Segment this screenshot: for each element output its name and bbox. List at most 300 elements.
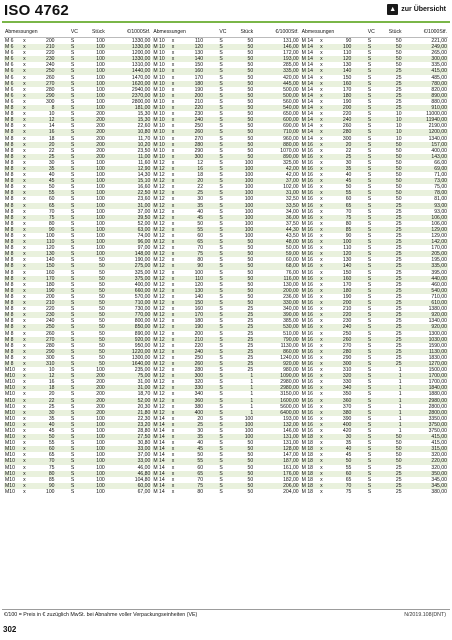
cell-price: 27,50 — [106, 434, 152, 440]
cell-price: 335,00 — [254, 68, 299, 74]
cell-price: 3750,00 — [403, 422, 448, 428]
cell-vc-code: S — [70, 281, 75, 288]
cell-vc-code: S — [219, 415, 223, 422]
cell-price: 157,00 — [403, 142, 448, 148]
cell-times-sign: x — [317, 129, 327, 135]
cell-pieces: 100 — [82, 203, 106, 209]
cell-vc-code: S — [70, 245, 75, 252]
cell-times-sign: x — [317, 251, 327, 257]
cell-price: 200,00 — [254, 288, 299, 294]
cell-vc-code: S — [70, 300, 82, 306]
page-title: ISO 4762 — [4, 2, 69, 19]
cell-thread-size: M 12 — [152, 300, 168, 306]
cell-length: 220 — [326, 312, 352, 318]
cell-pieces: 50 — [230, 56, 254, 62]
cell-price: 52,00 — [106, 398, 152, 404]
cell-times-sign: x — [168, 81, 178, 87]
cell-pieces: 50 — [395, 452, 402, 459]
cell-vc-code: S — [367, 391, 372, 398]
cell-length: 160 — [326, 276, 352, 282]
cell-length: 100 — [45, 488, 55, 495]
cell-length: 20 — [197, 415, 204, 422]
cell-times-sign: x — [168, 434, 178, 440]
cell-price: 129,00 — [431, 233, 447, 239]
cell-length: 85 — [326, 227, 352, 233]
cell-price: 325,00 — [134, 269, 151, 276]
cell-times-sign: x — [317, 312, 327, 318]
cell-thread-size: M 8 — [5, 184, 14, 191]
cell-thread-size: M 12 — [152, 239, 168, 245]
cell-pieces: 25 — [247, 354, 254, 361]
cell-thread-size: M 16 — [301, 154, 317, 160]
cell-times-sign: x — [317, 203, 327, 209]
cell-vc-code: S — [70, 190, 82, 196]
cell-price: 920,00 — [254, 361, 299, 367]
cell-length: 110 — [29, 239, 55, 245]
cell-vc-code: S — [70, 38, 75, 44]
arrow-up-icon: ▲ — [387, 4, 398, 15]
cell-price: 1300,00 — [131, 354, 151, 361]
cell-price: 146,00 — [283, 428, 299, 434]
cell-vc-code: S — [70, 227, 82, 233]
cell-length: 100 — [326, 239, 352, 245]
cell-thread-size: M 14 — [152, 446, 168, 452]
cell-pieces: 50 — [230, 105, 254, 111]
cell-times-sign: x — [320, 403, 323, 410]
cell-length: 35 — [178, 434, 204, 440]
cell-pieces: 100 — [96, 86, 105, 93]
cell-times-sign: x — [168, 154, 178, 160]
cell-price: 1590,00 — [428, 342, 447, 349]
cell-length: 160 — [45, 269, 55, 276]
cell-vc-code: S — [70, 440, 75, 447]
cell-price: 104,80 — [134, 476, 151, 483]
cell-length: 260 — [45, 330, 55, 337]
cell-vc-code: S — [367, 178, 379, 184]
cell-length: 260 — [326, 337, 352, 343]
cell-length: 270 — [29, 337, 55, 343]
cell-pieces: 50 — [395, 184, 402, 191]
cell-thread-size: M 8 — [5, 318, 14, 325]
cell-times-sign: x — [317, 373, 327, 379]
col-header-price: €/1000Stf. — [403, 28, 448, 38]
cell-thread-size: M 12 — [152, 361, 168, 367]
cell-pieces: 25 — [395, 488, 402, 495]
cell-times-sign: x — [171, 354, 175, 361]
cell-thread-size: M 10 — [152, 68, 168, 74]
cell-pieces: 50 — [247, 74, 254, 81]
cell-price: 93,00 — [434, 208, 447, 215]
cell-length: 25 — [326, 154, 352, 160]
cell-length: 35 — [345, 440, 352, 447]
cell-length: 250 — [194, 354, 204, 361]
cell-thread-size: M 16 — [301, 166, 317, 172]
cell-pieces: 100 — [230, 190, 254, 196]
cell-vc-code: S — [70, 483, 82, 489]
cell-times-sign: x — [171, 172, 175, 179]
cell-times-sign: x — [168, 178, 178, 184]
cell-vc-code: S — [367, 354, 372, 361]
cell-length: 16 — [48, 379, 55, 386]
cell-times-sign: x — [168, 105, 178, 111]
cell-price: 380,00 — [431, 488, 447, 495]
cell-thread-size: M 14 — [153, 452, 165, 459]
cell-times-sign: x — [171, 318, 175, 325]
cell-pieces: 10 — [395, 111, 402, 118]
cell-vc-code: S — [70, 257, 75, 264]
cell-times-sign: x — [171, 379, 175, 386]
cell-length: 40 — [29, 422, 55, 428]
cell-times-sign: x — [23, 196, 26, 203]
cell-thread-size: M 12 — [152, 324, 168, 330]
cell-price: 880,00 — [254, 142, 299, 148]
cell-pieces: 25 — [395, 354, 402, 361]
cell-price: 530,00 — [254, 324, 299, 330]
cell-vc-code: S — [367, 111, 372, 118]
cell-pieces: 100 — [96, 476, 105, 483]
cell-times-sign: x — [168, 276, 178, 282]
cell-price: 375,00 — [106, 276, 152, 282]
cell-vc-code: S — [367, 129, 379, 135]
cell-pieces: 100 — [82, 81, 106, 87]
cell-thread-size: M 8 — [5, 281, 14, 288]
cell-times-sign: x — [317, 239, 327, 245]
cell-vc-code: S — [70, 111, 75, 118]
cell-times-sign: x — [23, 440, 26, 447]
cell-price: 23,20 — [106, 422, 152, 428]
cell-vc-code: S — [367, 422, 379, 428]
cell-price: 147,00 — [283, 452, 299, 459]
cell-length: 110 — [194, 38, 204, 44]
cell-vc-code: S — [367, 208, 372, 215]
cell-thread-size: M 12 — [152, 166, 168, 172]
cell-price: 81,00 — [434, 196, 447, 203]
cell-pieces: 100 — [96, 196, 105, 203]
cell-thread-size: M10 — [5, 428, 15, 434]
cell-vc-code: S — [70, 159, 75, 166]
cell-length: 160 — [326, 81, 352, 87]
cell-price: 1310,00 — [131, 62, 151, 69]
cell-pieces: 100 — [230, 166, 254, 172]
cell-vc-code: S — [70, 471, 82, 477]
cell-price: 22,60 — [137, 123, 151, 130]
cell-times-sign: x — [168, 263, 178, 269]
cell-pieces: 1 — [379, 373, 403, 379]
cell-price: 1070,00 — [280, 147, 299, 154]
cell-times-sign: x — [168, 337, 178, 343]
cell-length: 300 — [342, 135, 352, 142]
cell-times-sign: x — [317, 458, 327, 464]
footer-rule — [2, 609, 450, 610]
cell-length: 300 — [326, 361, 352, 367]
cell-price: 37,00 — [254, 178, 299, 184]
cell-pieces: 50 — [247, 123, 254, 130]
cell-length: 55 — [178, 227, 204, 233]
cell-pieces: 100 — [82, 56, 106, 62]
back-to-overview-link[interactable] — [387, 4, 446, 15]
cell-price: 1200,00 — [403, 129, 448, 135]
cell-thread-size: M 6 — [4, 44, 20, 50]
cell-vc-code: S — [367, 488, 372, 495]
cell-times-sign: x — [171, 147, 175, 154]
cell-thread-size: M 12 — [153, 379, 165, 386]
cell-pieces: 50 — [379, 190, 403, 196]
cell-thread-size: M 12 — [153, 354, 165, 361]
cell-thread-size: M 12 — [153, 342, 165, 349]
cell-price: 78,00 — [403, 190, 448, 196]
cell-length: 260 — [178, 129, 204, 135]
cell-thread-size: M 16 — [301, 276, 317, 282]
cell-vc-code: S — [367, 293, 372, 300]
cell-thread-size: M 14 — [152, 434, 168, 440]
cell-length: 150 — [29, 263, 55, 269]
cell-times-sign: x — [317, 410, 327, 416]
cell-vc-code: S — [70, 379, 75, 386]
cell-pieces: 25 — [395, 233, 402, 239]
cell-length: 40 — [345, 172, 352, 179]
cell-price: 50,00 — [285, 245, 299, 252]
cell-price: 385,00 — [283, 318, 299, 325]
cell-thread-size: M 16 — [301, 367, 313, 374]
cell-price: 46,00 — [137, 464, 151, 471]
cell-length: 400 — [326, 422, 352, 428]
cell-vc-code: S — [367, 245, 372, 252]
cell-price: 350,00 — [403, 471, 448, 477]
cell-length: 12 — [197, 159, 204, 166]
cell-length: 180 — [194, 318, 204, 325]
cell-pieces: 1 — [230, 398, 254, 404]
cell-vc-code: S — [218, 410, 230, 416]
cell-times-sign: x — [320, 306, 323, 313]
cell-price: 1700,00 — [403, 373, 448, 379]
cell-thread-size: M 16 — [301, 208, 313, 215]
cell-times-sign: x — [20, 422, 30, 428]
cell-pieces: 25 — [379, 239, 403, 245]
cell-vc-code: S — [70, 172, 75, 179]
cell-length: 250 — [342, 330, 352, 337]
cell-pieces: 50 — [230, 117, 254, 123]
cell-length: 75 — [29, 215, 55, 221]
cell-thread-size: M 16 — [301, 422, 317, 428]
cell-vc-code: S — [70, 434, 82, 440]
cell-thread-size: M 16 — [301, 215, 317, 221]
cell-thread-size: M 16 — [301, 312, 317, 318]
cell-price: 22,50 — [106, 190, 152, 196]
cell-thread-size: M10 — [4, 434, 20, 440]
cell-length: 170 — [194, 74, 204, 81]
cell-vc-code: S — [70, 233, 75, 239]
cell-price: 15,30 — [137, 111, 151, 118]
cell-price: 10,80 — [106, 129, 152, 135]
cell-thread-size: M 12 — [153, 281, 165, 288]
cell-thread-size: M 10 — [153, 123, 165, 130]
cell-times-sign: x — [320, 415, 323, 422]
cell-pieces: 200 — [82, 385, 106, 391]
cell-vc-code: S — [367, 276, 379, 282]
cell-times-sign: x — [171, 233, 175, 239]
cell-length: 80 — [197, 257, 204, 264]
cell-vc-code: S — [367, 452, 372, 459]
cell-times-sign: x — [168, 471, 178, 477]
cell-vc-code: S — [219, 330, 223, 337]
cell-pieces: 50 — [247, 111, 254, 118]
cell-price: 1380,00 — [428, 306, 447, 313]
cell-pieces: 200 — [82, 373, 106, 379]
cell-price: 415,00 — [403, 434, 448, 440]
cell-pieces: 25 — [395, 330, 402, 337]
cell-length: 300 — [178, 373, 204, 379]
cell-price: 148,00 — [106, 251, 152, 257]
cell-thread-size: M 12 — [153, 257, 165, 264]
cell-thread-size: M 14 — [301, 81, 317, 87]
cell-price: 20,30 — [137, 403, 151, 410]
cell-pieces: 100 — [96, 428, 105, 434]
cell-price: 2980,00 — [403, 398, 448, 404]
cell-price: 2800,00 — [131, 98, 151, 105]
cell-times-sign: x — [20, 68, 30, 74]
cell-pieces: 100 — [96, 452, 105, 459]
cell-pieces: 50 — [82, 263, 106, 269]
cell-price: 11,70 — [137, 135, 151, 142]
cell-length: 230 — [194, 111, 204, 118]
cell-vc-code: S — [219, 354, 223, 361]
cell-price: 42,00 — [254, 166, 299, 172]
cell-length: 300 — [45, 354, 55, 361]
cell-vc-code: S — [70, 306, 75, 313]
cell-times-sign: x — [171, 330, 175, 337]
cell-pieces: 200 — [82, 117, 106, 123]
cell-price: 106,00 — [403, 215, 448, 221]
cell-length: 150 — [194, 62, 204, 69]
cell-thread-size: M10 — [5, 367, 15, 374]
cell-price: 116,00 — [254, 276, 299, 282]
cell-pieces: 100 — [230, 434, 254, 440]
cell-pieces: 100 — [82, 178, 106, 184]
cell-price: 60,00 — [285, 257, 299, 264]
cell-price: 235,00 — [134, 367, 151, 374]
cell-thread-size: M 14 — [152, 483, 168, 489]
cell-vc-code: S — [70, 56, 82, 62]
cell-times-sign: x — [20, 288, 30, 294]
cell-price: 59,00 — [254, 251, 299, 257]
cell-times-sign: x — [20, 458, 30, 464]
cell-vc-code: S — [70, 251, 82, 257]
cell-price: 345,00 — [403, 483, 448, 489]
cell-pieces: 50 — [99, 269, 105, 276]
cell-price: 950,00 — [134, 342, 151, 349]
cell-pieces: 100 — [244, 208, 254, 215]
cell-vc-code: S — [70, 239, 82, 245]
cell-thread-size: M 12 — [152, 410, 168, 416]
cell-vc-code: S — [367, 159, 372, 166]
cell-vc-code: S — [367, 263, 379, 269]
cell-price: 1840,00 — [403, 385, 448, 391]
cell-vc-code: S — [70, 410, 82, 416]
table-row — [152, 38, 299, 45]
cell-thread-size: M 6 — [4, 81, 20, 87]
cell-pieces: 100 — [230, 422, 254, 428]
cell-length: 300 — [178, 154, 204, 160]
cell-thread-size: M 14 — [301, 123, 313, 130]
cell-thread-size: M 16 — [301, 415, 313, 422]
cell-thread-size: M 14 — [153, 476, 165, 483]
cell-vc-code: S — [367, 68, 379, 74]
cell-price: 2980,00 — [280, 379, 299, 386]
cell-price: 195,00 — [431, 257, 447, 264]
cell-price: 172,00 — [283, 50, 299, 57]
cell-vc-code: S — [367, 281, 372, 288]
cell-length: 30 — [197, 428, 204, 434]
cell-thread-size: M 16 — [301, 337, 317, 343]
cell-vc-code: S — [70, 324, 82, 330]
cell-length: 310 — [29, 361, 55, 367]
cell-times-sign: x — [20, 410, 30, 416]
cell-vc-code: S — [218, 142, 230, 148]
cell-vc-code: S — [219, 391, 223, 398]
cell-times-sign: x — [317, 154, 327, 160]
cell-times-sign: x — [171, 38, 175, 44]
cell-thread-size: M 16 — [301, 269, 313, 276]
cell-thread-size: M 8 — [5, 293, 14, 300]
cell-times-sign: x — [23, 50, 26, 57]
cell-pieces: 50 — [379, 446, 403, 452]
cell-times-sign: x — [317, 434, 327, 440]
cell-pieces: 1 — [379, 410, 403, 416]
cell-times-sign: x — [317, 44, 327, 50]
cell-pieces: 100 — [96, 415, 105, 422]
cell-pieces: 200 — [82, 129, 106, 135]
cell-pieces: 100 — [96, 172, 105, 179]
cell-price: 1340,00 — [428, 318, 447, 325]
cell-length: 50 — [29, 434, 55, 440]
cell-pieces: 200 — [82, 154, 106, 160]
cell-pieces: 100 — [244, 172, 254, 179]
cell-pieces: 100 — [244, 196, 254, 203]
cell-price: 193,00 — [283, 415, 299, 422]
cell-times-sign: x — [320, 379, 323, 386]
cell-pieces: 50 — [230, 471, 254, 477]
cell-vc-code: S — [218, 434, 230, 440]
cell-thread-size: M 16 — [301, 373, 317, 379]
cell-thread-size: M 18 — [301, 471, 317, 477]
cell-times-sign: x — [20, 446, 30, 452]
cell-length: 200 — [326, 300, 352, 306]
cell-times-sign: x — [23, 184, 26, 191]
cell-vc-code: S — [219, 159, 223, 166]
cell-thread-size: M 8 — [4, 154, 20, 160]
cell-thread-size: M10 — [4, 446, 20, 452]
cell-thread-size: M 10 — [152, 44, 168, 50]
cell-vc-code: S — [219, 184, 223, 191]
cell-vc-code: S — [367, 123, 372, 130]
cell-times-sign: x — [23, 318, 26, 325]
cell-times-sign: x — [171, 440, 175, 447]
cell-price: 335,00 — [403, 263, 448, 269]
cell-price: 31,00 — [106, 385, 152, 391]
cell-times-sign: x — [23, 74, 26, 81]
col-header-pieces: Stück — [379, 28, 403, 38]
cell-thread-size: M 8 — [4, 117, 20, 123]
cell-thread-size: M 14 — [152, 458, 168, 464]
cell-vc-code: S — [367, 349, 379, 355]
cell-times-sign: x — [317, 190, 327, 196]
cell-length: 16 — [178, 166, 204, 172]
cell-price: 187,00 — [254, 458, 299, 464]
cell-times-sign: x — [168, 361, 178, 367]
cell-pieces: 25 — [247, 330, 254, 337]
cell-times-sign: x — [320, 342, 323, 349]
cell-times-sign: x — [317, 215, 327, 221]
